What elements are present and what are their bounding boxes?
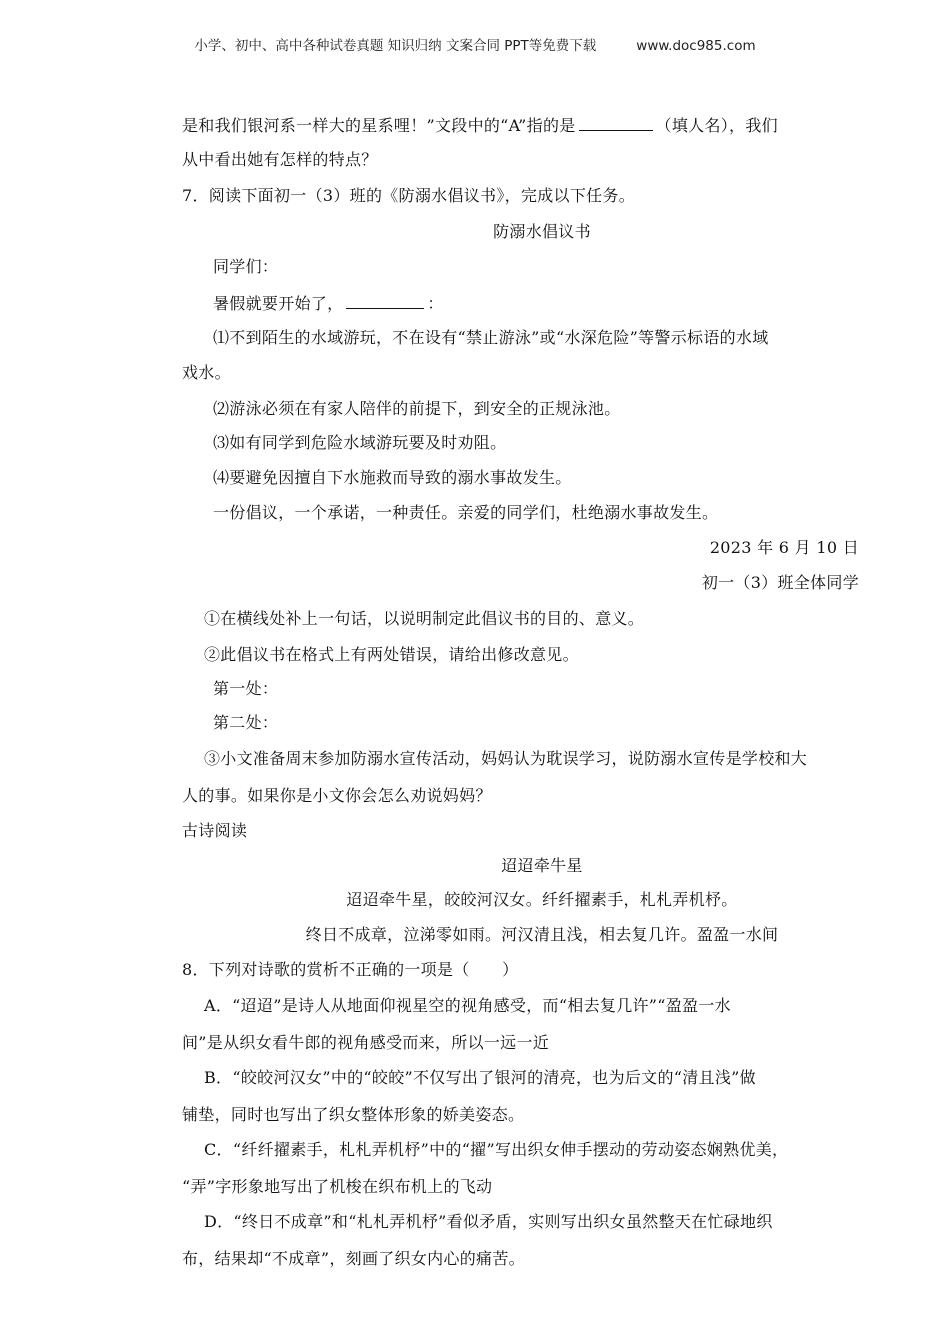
q6-line2: 从中看出她有怎样的特点？ bbox=[182, 150, 378, 169]
q6-line1-suffix: （填人名），我们 bbox=[655, 116, 778, 135]
q8-option-a-line1: A．“迢迢”是诗人从地面仰视星空的视角感受，而“相去复几许”“盈盈一水 bbox=[204, 996, 731, 1015]
q7-item1-line2: 戏水。 bbox=[182, 363, 231, 382]
q7-item3: ⑶如有同学到危险水域游玩要及时劝阻。 bbox=[213, 433, 507, 452]
header-site-link[interactable]: www.doc985.com bbox=[636, 38, 756, 54]
header-text: 小学、初中、高中各种试卷真题 知识归纳 文案合同 PPT等免费下载 bbox=[194, 38, 597, 54]
q7-title: 防溺水倡议书 bbox=[493, 222, 591, 241]
q7-signature: 初一（3）班全体同学 bbox=[701, 573, 859, 592]
q6-line1 bbox=[182, 114, 778, 136]
q8-option-d-line1: D．“终日不成章”和“札札弄机杼”看似矛盾，实则写出织女虽然整天在忙碌地织 bbox=[204, 1212, 773, 1231]
q7-task1: ①在横线处补上一句话，以说明制定此倡议书的目的、意义。 bbox=[204, 609, 645, 628]
q7-item2: ⑵游泳必须在有家人陪伴的前提下，到安全的正规泳池。 bbox=[213, 399, 621, 418]
q7-intro-colon: ： bbox=[427, 294, 444, 313]
q8-option-d-line2: 布，结果却“不成章”，刻画了织女内心的痛苦。 bbox=[182, 1249, 525, 1268]
poem-line2: 终日不成章，泣涕零如雨。河汉清且浅，相去复几许。盈盈一水间 bbox=[305, 925, 779, 944]
poem-section-heading: 古诗阅读 bbox=[182, 821, 248, 840]
q8-option-b-line1: B．“皎皎河汉女”中的“皎皎”不仅写出了银河的清亮，也为后文的“清且浅”做 bbox=[204, 1068, 756, 1087]
q6-line1-text: 是和我们银河系一样大的星系哩！”文段中的“A”指的是 bbox=[182, 116, 576, 135]
poem-title: 迢迢牵牛星 bbox=[501, 856, 583, 875]
q7-task2-second: 第二处： bbox=[213, 713, 279, 732]
q7-task2: ②此倡议书在格式上有两处错误，请给出修改意见。 bbox=[204, 645, 579, 664]
q6-answer-blank[interactable] bbox=[579, 114, 653, 131]
q7-stem: 7．阅读下面初一（3）班的《防溺水倡议书》，完成以下任务。 bbox=[182, 186, 636, 205]
q7-intro-blank[interactable] bbox=[346, 292, 424, 309]
q7-item4: ⑷要避免因擅自下水施救而导致的溺水事故发生。 bbox=[213, 468, 572, 487]
q8-option-a-line2: 间”是从织女看牛郎的视角感受而来，所以一远一近 bbox=[182, 1033, 550, 1052]
q7-closing: 一份倡议，一个承诺，一种责任。亲爱的同学们，杜绝溺水事故发生。 bbox=[213, 503, 719, 522]
poem-line1: 迢迢牵牛星，皎皎河汉女。纤纤擢素手，札札弄机杼。 bbox=[346, 890, 738, 909]
q8-option-c-line2: “弄”字形象地写出了机梭在织布机上的飞动 bbox=[182, 1177, 493, 1196]
q7-task3-line2: 人的事。如果你是小文你会怎么劝说妈妈？ bbox=[182, 786, 492, 805]
q7-greeting: 同学们： bbox=[213, 257, 279, 276]
page-header bbox=[0, 34, 950, 54]
q7-intro bbox=[213, 292, 444, 314]
q7-date: 2023 年 6 月 10 日 bbox=[709, 538, 859, 557]
q8-stem: 8．下列对诗歌的赏析不正确的一项是（ ） bbox=[182, 960, 519, 979]
q7-task2-first: 第一处： bbox=[213, 679, 279, 698]
q8-option-c-line1: C．“纤纤擢素手，札札弄机杼”中的“擢”写出织女伸手摆动的劳动姿态娴熟优美， bbox=[204, 1140, 789, 1159]
q7-intro-text: 暑假就要开始了， bbox=[213, 294, 344, 313]
q7-task3-line1: ③小文准备周末参加防溺水宣传活动，妈妈认为耽误学习，说防溺水宣传是学校和大 bbox=[204, 749, 808, 768]
q7-item1-line1: ⑴不到陌生的水域游玩，不在设有“禁止游泳”或“水深危险”等警示标语的水域 bbox=[213, 328, 769, 347]
q8-option-b-line2: 铺垫，同时也写出了织女整体形象的娇美姿态。 bbox=[182, 1105, 525, 1124]
